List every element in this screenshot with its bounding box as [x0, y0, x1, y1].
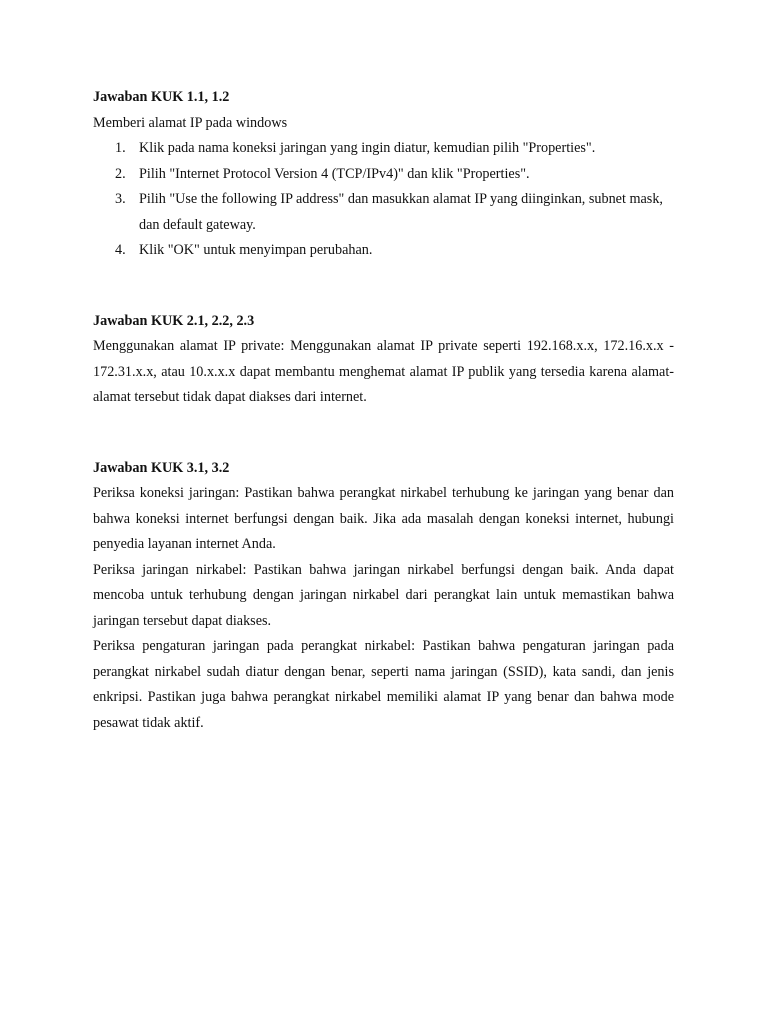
section-heading: Jawaban KUK 2.1, 2.2, 2.3 — [93, 312, 255, 329]
paragraph: Menggunakan alamat IP private: Menggunakan alamat IP private seperti 192.168.x.x, 172.16.x.x - 172.31.x.x, atau 10.x.x.x dapat membantu menghemat alamat IP publik yang tersedia karena alamat-alamat tersebut tidak dapat diakses dari internet. — [93, 338, 674, 405]
list-item-text: Klik pada nama koneksi jaringan yang ingin diatur, kemudian pilih "Properties". — [139, 140, 596, 156]
list-item-number: 4. — [115, 242, 126, 258]
section-kuk-1 — [93, 85, 674, 264]
list-item-text: Pilih "Internet Protocol Version 4 (TCP/IPv4)" dan klik "Properties". — [139, 165, 530, 182]
list-item — [93, 187, 674, 238]
steps-list — [93, 136, 674, 264]
section-heading: Jawaban KUK 3.1, 3.2 — [93, 459, 230, 476]
list-item-number: 3. — [115, 191, 126, 207]
list-item-number: 2. — [115, 165, 126, 182]
list-item-text: Klik "OK" untuk menyimpan perubahan. — [139, 242, 373, 258]
list-item — [93, 162, 674, 188]
list-item-text: Pilih "Use the following IP address" dan masukkan alamat IP yang diinginkan, subnet mask, dan default gateway. — [139, 191, 663, 233]
document-page — [93, 85, 674, 736]
section-kuk-2 — [93, 309, 674, 411]
list-item — [93, 136, 674, 162]
list-item — [93, 238, 674, 264]
paragraph: Periksa jaringan nirkabel: Pastikan bahwa jaringan nirkabel berfungsi dengan baik. Anda dapat mencoba untuk terhubung dengan jaringan nirkabel dari perangkat lain untuk memastikan bahwa jaringan tersebut dapat diakses. — [93, 561, 674, 629]
list-item-number: 1. — [115, 140, 126, 156]
paragraph: Periksa koneksi jaringan: Pastikan bahwa perangkat nirkabel terhubung ke jaringan yang benar dan bahwa koneksi internet berfungsi dengan baik. Jika ada masalah dengan koneksi internet, hubungi penyedia layanan internet Anda. — [93, 485, 674, 552]
section-kuk-3 — [93, 456, 674, 737]
section-intro: Memberi alamat IP pada windows — [93, 114, 288, 131]
paragraph: Periksa pengaturan jaringan pada perangkat nirkabel: Pastikan bahwa pengaturan jaringan pada perangkat nirkabel sudah diatur dengan benar, seperti nama jaringan (SSID), kata sandi, dan jenis enkripsi. Pastikan juga bahwa perangkat nirkabel memiliki alamat IP yang benar dan bahwa mode pesawat tidak aktif. — [93, 638, 674, 731]
section-heading: Jawaban KUK 1.1, 1.2 — [93, 89, 230, 105]
